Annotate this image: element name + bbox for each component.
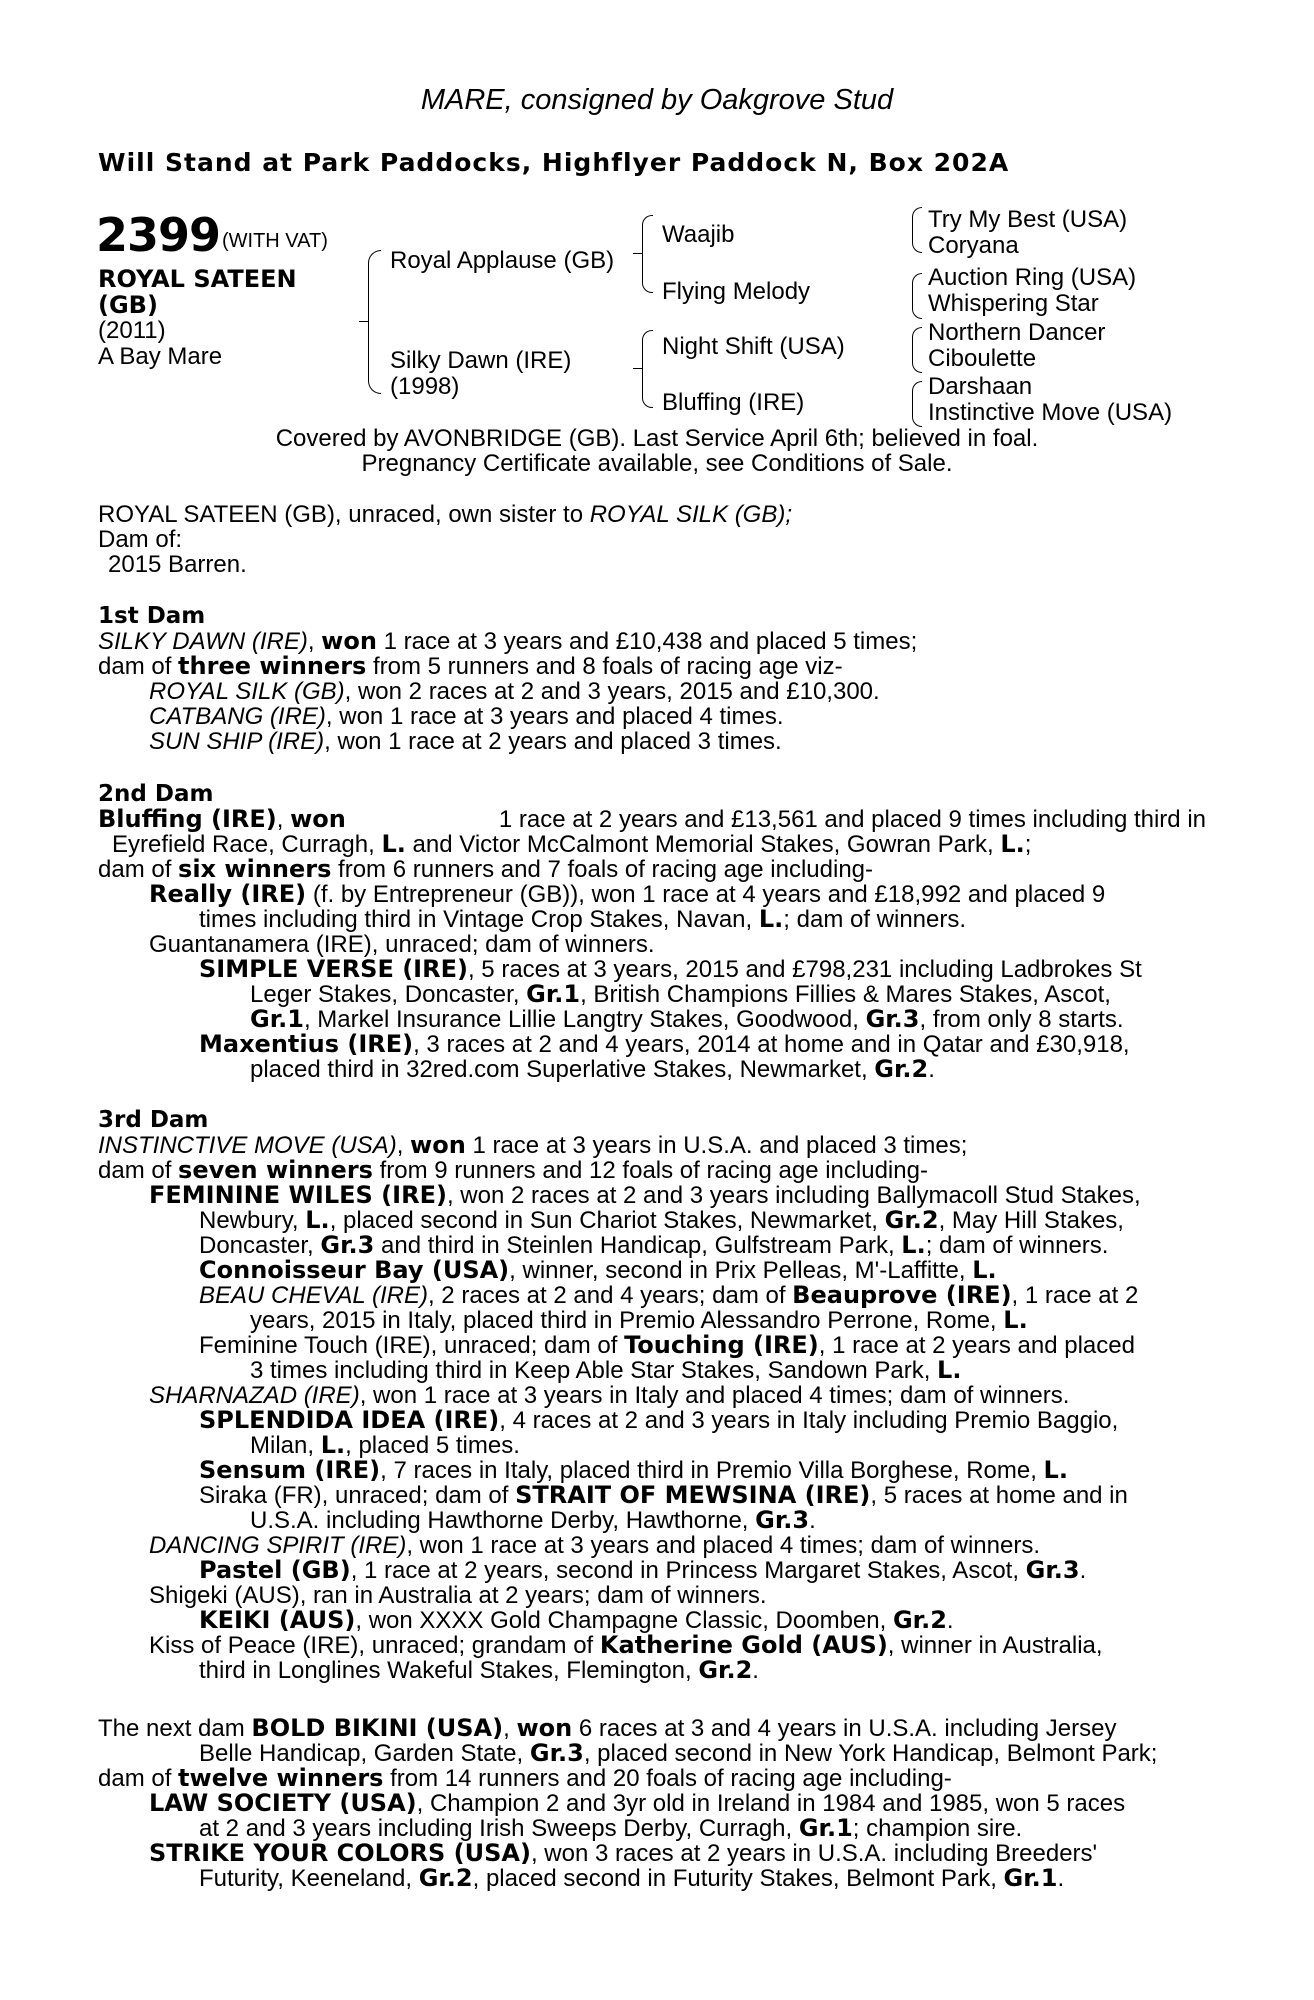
pedigree-g4-8: Instinctive Move (USA) [928,399,1173,426]
listed-label: L. [758,905,784,933]
text: , British Champions Fillies & Mares Stakes, Ascot, [580,981,1111,1008]
produce-line [98,1258,1141,1283]
text: , 5 races at home and in [870,1482,1128,1509]
pedigree-sire-sire: Waajib [662,221,735,248]
text: from 14 runners and 20 foals of racing age including- [383,1765,952,1792]
offspring-name: ROYAL SILK (GB) [149,678,345,705]
horse-name: L. [972,1256,997,1284]
horse-name: Touching (IRE) [624,1331,819,1359]
horse-name: STRAIT OF MEWSINA (IRE) [515,1481,871,1509]
text: dam of [98,653,179,680]
text: , placed second in Futurity Stakes, Belmont Park, [472,1865,1004,1892]
text: , May Hill Stakes, [938,1207,1124,1234]
horse-name: Gr.1 [798,1814,853,1842]
text: ; [1024,831,1032,858]
won-label: won [410,1131,466,1159]
first-dam-record: 1 race at 3 years and £10,438 and placed 5 times; [376,628,918,655]
text: ; dam of winners. [925,1232,1109,1259]
horse-name: L. [305,1206,330,1234]
lot-number: 2399 [96,208,221,262]
pedigree-dam-sire: Night Shift (USA) [662,333,845,360]
pedigree-g4-6: Ciboulette [928,345,1037,372]
horse-name: Gr.3 [1025,1556,1080,1584]
text: , won 2 races at 2 and 3 years including Ballymacoll Stud Stakes, [446,1182,1141,1209]
text: , placed second in New York Handicap, Belmont Park; [583,1740,1158,1767]
third-dam-section [98,1108,1141,1683]
pedigree-dam-year: (1998) [390,373,460,400]
listed-label: L. [381,830,406,858]
produce-line [98,1433,1141,1458]
text: Shigeki (AUS), ran in Australia at 2 years; dam of winners. [149,1582,767,1609]
horse-name: Gr.2 [418,1864,473,1892]
text: . [928,1056,935,1083]
separator: , [396,1132,411,1159]
horse-name: Gr.3 [755,1506,810,1534]
produce-line [98,1283,1141,1308]
pedigree-sire: Royal Applause (GB) [390,247,615,274]
horse-name: BEAU CHEVAL (IRE) [199,1282,428,1309]
text: , 4 races at 2 and 3 years in Italy including Premio Baggio, [499,1407,1119,1434]
pedigree-g4-7: Darshaan [928,373,1033,400]
horse-description: A Bay Mare [98,343,223,370]
pedigree-g-brace-3 [912,327,922,373]
text: dam of [98,1157,179,1184]
horse-name: Gr.3 [529,1739,584,1767]
text: , 1 race at 2 years and placed [818,1332,1135,1359]
text: . [809,1507,816,1534]
text: Siraka (FR), unraced; dam of [199,1482,516,1509]
winners-count: six winners [178,855,332,883]
produce-line [98,1608,1141,1633]
pedigree-g4-1: Try My Best (USA) [928,206,1128,233]
text: , won 3 races at 2 years in U.S.A. including Breeders' [530,1840,1098,1867]
pedigree-sire-dam: Flying Melody [662,278,811,305]
offspring-record: , won 1 race at 3 years and placed 4 times. [325,703,784,730]
horse-name: LAW SOCIETY (USA) [149,1789,417,1817]
text: , from only 8 starts. [919,1006,1124,1033]
produce-line [98,1508,1141,1533]
covered-line-1: Covered by AVONBRIDGE (GB). Last Service April 6th; believed in foal. [275,425,1039,452]
text: Feminine Touch (IRE), unraced; dam of [199,1332,625,1359]
produce-line [98,1383,1141,1408]
horse-name: STRIKE YOUR COLORS (USA) [149,1839,531,1867]
pedigree-g4-2: Coryana [928,232,1019,259]
horse-name: L. [1043,1456,1068,1484]
horse-name: Gr.2 [884,1206,939,1234]
first-dam-name: SILKY DAWN (IRE) [98,628,308,655]
won-label: won [290,805,346,833]
horse-name: Beauprove (IRE) [792,1281,1012,1309]
text: dam of [98,1765,179,1792]
horse-name: L. [320,1431,346,1459]
produce-line [98,1558,1141,1583]
produce-line [98,1233,1141,1258]
pedigree-g4-5: Northern Dancer [928,319,1106,346]
text: ; champion sire. [852,1815,1023,1842]
produce-line [98,1866,1157,1891]
text: , 2 races at 2 and 4 years; dam of [427,1282,793,1309]
text: U.S.A. including Hawthorne Derby, Hawthorne, [250,1507,756,1534]
first-dam-heading: 1st Dam [98,603,206,629]
produce-line [98,1183,1141,1208]
horse-name: Gr.2 [698,1656,753,1684]
horse-name: Connoisseur Bay (USA) [199,1256,510,1284]
text: , won XXXX Gold Champagne Classic, Doomben, [355,1607,893,1634]
horse-name: L. [1003,1306,1028,1334]
offspring-name: Really (IRE) [149,880,307,908]
text: dam of [98,856,179,883]
text: , winner in Australia, [887,1632,1103,1659]
dam-of-label: Dam of: [98,526,183,553]
text: , winner, second in Prix Pelleas, M'-Laffitte, [509,1257,973,1284]
group-label: Gr.3 [865,1005,920,1033]
text: The next dam [98,1715,252,1742]
produce-line [98,1308,1141,1333]
grand-offspring-name: SIMPLE VERSE (IRE) [199,955,468,983]
pedigree-g-brace-1 [912,207,922,253]
text: placed third in 32red.com Superlative Stakes, Newmarket, [250,1056,875,1083]
produce-line [98,1658,1141,1683]
text: and third in Steinlen Handicap, Gulfstream Park, [374,1232,902,1259]
produce-line [98,1791,1157,1816]
offspring-line: Guantanamera (IRE), unraced; dam of winners. [149,931,655,958]
offspring-name: CATBANG (IRE) [149,703,326,730]
horse-name: DANCING SPIRIT (IRE) [149,1532,407,1559]
horse-name: SPLENDIDA IDEA (IRE) [199,1406,500,1434]
next-dam-section [98,1716,1157,1891]
grand-offspring-name: Maxentius (IRE) [199,1030,414,1058]
horse-name: Katherine Gold (AUS) [599,1631,888,1659]
horse-name: SHARNAZAD (IRE) [149,1382,360,1409]
horse-name: L. [937,1356,962,1384]
text: and Victor McCalmont Memorial Stakes, Gowran Park, [405,831,1001,858]
text: from 5 runners and 8 foals of racing age viz- [366,653,843,680]
produce-record [98,502,792,577]
text: Kiss of Peace (IRE), unraced; grandam of [149,1632,600,1659]
text: Newbury, [199,1207,306,1234]
produce-line [98,1816,1157,1841]
winners-count: seven winners [178,1156,373,1184]
text: from 6 runners and 7 foals of racing age including- [331,856,874,883]
won-label: won [321,627,377,655]
text: Futurity, Keeneland, [199,1865,419,1892]
horse-name: FEMININE WILES (IRE) [149,1181,447,1209]
text: years, 2015 in Italy, placed third in Premio Alessandro Perrone, Rome, [250,1307,1004,1334]
text: . [1079,1557,1087,1584]
produce-line [98,1841,1157,1866]
third-dam-record: 1 race at 3 years in U.S.A. and placed 3 times; [465,1132,968,1159]
text: . [1057,1865,1065,1892]
text: 3 times including third in Keep Able Star Stakes, Sandown Park, [250,1357,938,1384]
text: , placed second in Sun Chariot Stakes, Newmarket, [329,1207,885,1234]
pedigree-dam-brace [642,330,653,408]
produce-line [98,1208,1141,1233]
produce-line [98,1533,1141,1558]
horse-name: twelve winners [178,1764,384,1792]
produce-2015: 2015 Barren. [108,551,247,578]
horse-name: Pastel (GB) [199,1556,351,1584]
horse-name: L. [901,1231,926,1259]
separator: , [276,806,291,833]
text: times including third in Vintage Crop Stakes, Navan, [199,906,759,933]
horse-name: Sensum (IRE) [199,1456,381,1484]
text: . [946,1607,954,1634]
produce-line [98,1583,1141,1608]
third-dam-produce [98,1183,1141,1683]
text: Belle Handicap, Garden State, [199,1740,530,1767]
horse-summary: ROYAL SATEEN (GB), unraced, own sister to [98,501,590,528]
third-dam-heading: 3rd Dam [98,1107,209,1133]
pedigree-g4-3: Auction Ring (USA) [928,264,1137,291]
second-dam-heading: 2nd Dam [98,781,214,807]
produce-line [98,1716,1157,1741]
pedigree-g-brace-2 [912,273,922,319]
text: , [503,1715,517,1742]
offspring-record: , won 1 race at 2 years and placed 3 times. [324,728,782,755]
horse-name: BOLD BIKINI (USA) [251,1714,504,1742]
text: 6 races at 3 and 4 years in U.S.A. including Jersey [572,1715,1117,1742]
pedigree-g-brace-4 [912,381,922,427]
text: Doncaster, [199,1232,321,1259]
text: , 7 races in Italy, placed third in Premio Villa Borghese, Rome, [380,1457,1044,1484]
text: from 9 runners and 12 foals of racing age including- [372,1157,928,1184]
text: ; dam of winners. [783,906,967,933]
text: , placed 5 times. [345,1432,520,1459]
group-label: Gr.2 [874,1055,929,1083]
second-dam-name: Bluffing (IRE) [98,805,277,833]
offspring-name: SUN SHIP (IRE) [149,728,325,755]
foaling-year: (2011) [98,317,166,344]
text: , won 1 race at 3 years in Italy and placed 4 times; dam of winners. [359,1382,1070,1409]
second-dam-record: 1 race at 2 years and £13,561 and placed 9 times including third in [492,806,1206,833]
produce-line [98,1358,1141,1383]
text: , Champion 2 and 3yr old in Ireland in 1984 and 1985, won 5 races [416,1790,1126,1817]
horse-name: won [516,1714,573,1742]
text: , 1 race at 2 [1011,1282,1139,1309]
horse-name: KEIKI (AUS) [199,1606,356,1634]
text: Leger Stakes, Doncaster, [250,981,527,1008]
text: , 3 races at 2 and 4 years, 2014 at home and in Qatar and £30,918, [413,1031,1130,1058]
offspring-record: , won 2 races at 2 and 3 years, 2015 and £10,300. [344,678,880,705]
text: , Markel Insurance Lillie Langtry Stakes, Goodwood, [303,1006,866,1033]
sister-name: ROYAL SILK (GB); [589,501,793,528]
text: Milan, [250,1432,321,1459]
covered-line-2: Pregnancy Certificate available, see Conditions of Sale. [361,450,953,477]
next-dam-produce [98,1716,1157,1891]
horse-name: Gr.1 [1003,1864,1058,1892]
text: third in Longlines Wakeful Stakes, Flemington, [199,1657,699,1684]
text: . [752,1657,759,1684]
horse-name-line2: (GB) [98,291,158,319]
produce-line [98,1408,1141,1433]
text: , 5 races at 3 years, 2015 and £798,231 including Ladbrokes St [467,956,1142,983]
pedigree-main-brace [368,250,381,394]
produce-line [98,1633,1141,1658]
produce-line [98,1741,1157,1766]
listed-label: L. [1000,830,1025,858]
horse-name-line1: ROYAL SATEEN [98,265,297,293]
produce-line [98,1766,1157,1791]
group-label: Gr.1 [250,1005,304,1033]
pedigree-sire-brace [642,215,653,293]
consignor-heading: MARE, consigned by Oakgrove Stud [420,84,894,116]
third-dam-name: INSTINCTIVE MOVE (USA) [98,1132,397,1159]
second-dam-section [98,782,1206,1082]
winners-count: three winners [178,652,367,680]
offspring-record: (f. by Entrepreneur (GB)), won 1 race at 4 years and £18,992 and placed 9 [306,881,1106,908]
pedigree-g4-4: Whispering Star [928,290,1099,317]
produce-line [98,1458,1141,1483]
text: , 1 race at 2 years, second in Princess Margaret Stakes, Ascot, [350,1557,1026,1584]
first-dam-section [98,604,917,754]
pedigree-dam-dam: Bluffing (IRE) [662,389,805,416]
text: , won 1 race at 3 years and placed 4 times; dam of winners. [406,1532,1040,1559]
separator: , [307,628,322,655]
text: at 2 and 3 years including Irish Sweeps Derby, Curragh, [199,1815,799,1842]
pedigree-dam: Silky Dawn (IRE) [390,347,572,374]
location-heading: Will Stand at Park Paddocks, Highflyer Paddock N, Box 202A [98,148,1010,177]
text: Eyrefield Race, Curragh, [112,831,382,858]
horse-name: Gr.2 [892,1606,947,1634]
produce-line [98,1333,1141,1358]
vat-note: (WITH VAT) [222,230,328,252]
group-label: Gr.1 [526,980,581,1008]
horse-name: Gr.3 [320,1231,375,1259]
produce-line [98,1483,1141,1508]
